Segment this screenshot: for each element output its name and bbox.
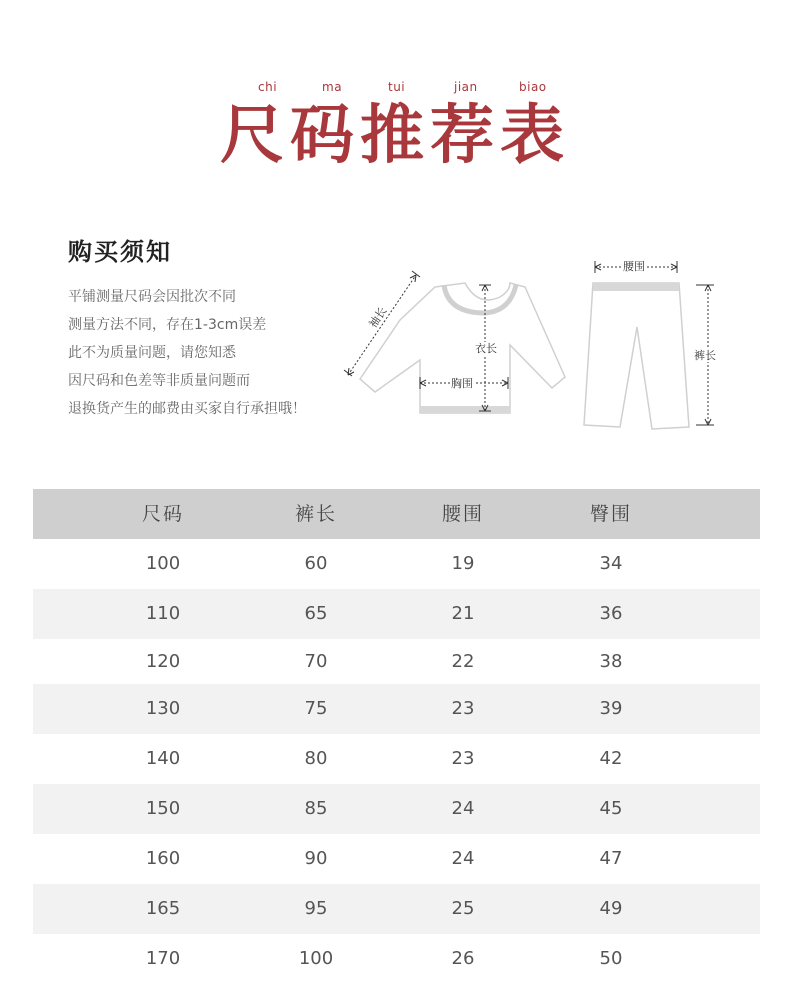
pinyin-biao: biao [519, 80, 547, 94]
pinyin-ma: ma [322, 80, 343, 94]
notice-line: 退换货产生的邮费由买家自行承担哦！ [68, 401, 306, 417]
notice-line: 平铺测量尺码会因批次不同 [68, 289, 236, 305]
notice-line: 测量方法不同，存在1-3cm误差 [68, 317, 267, 333]
cell-pants-length: 90 [304, 848, 328, 869]
cell-waist: 21 [451, 603, 475, 624]
body-length-label: 衣长 [475, 342, 497, 355]
cell-hip: 38 [599, 651, 623, 672]
notice-line: 因尺码和色差等非质量问题而 [68, 373, 250, 389]
cell-waist: 26 [451, 948, 475, 969]
cell-pants-length: 95 [304, 898, 328, 919]
shirt-shape [360, 283, 565, 413]
header-pants-length: 裤长 [294, 503, 337, 525]
cell-pants-length: 70 [304, 651, 328, 672]
cell-pants-length: 75 [304, 698, 328, 719]
table-header [33, 489, 760, 539]
header-hip: 臀围 [589, 503, 632, 525]
pants-shape [584, 283, 689, 429]
table-row [33, 934, 760, 984]
page-title: 尺码推荐表 [220, 99, 570, 173]
cell-hip: 39 [599, 698, 623, 719]
sleeve-length-label: 袖长 [366, 304, 390, 331]
cell-size: 120 [145, 651, 181, 672]
cell-pants-length: 80 [304, 748, 328, 769]
cell-pants-length: 60 [304, 553, 328, 574]
cell-hip: 42 [599, 748, 623, 769]
pinyin-jian: jian [454, 80, 478, 94]
cell-size: 170 [145, 948, 181, 969]
cell-waist: 23 [451, 698, 475, 719]
cell-hip: 47 [599, 848, 623, 869]
cell-hip: 50 [599, 948, 623, 969]
pants-length-label: 裤长 [694, 349, 716, 362]
notice-line: 此不为质量问题，请您知悉 [68, 345, 236, 361]
cell-waist: 19 [451, 553, 475, 574]
cell-size: 165 [145, 898, 181, 919]
pinyin-row [0, 80, 790, 96]
notice-title: 购买须知 [68, 238, 172, 266]
garment-illustration [340, 255, 730, 435]
table-row [33, 884, 760, 934]
table-row [33, 539, 760, 589]
cell-waist: 22 [451, 651, 475, 672]
table-row [33, 589, 760, 639]
pinyin-chi: chi [258, 80, 278, 94]
cell-size: 110 [145, 603, 181, 624]
cell-waist: 23 [451, 748, 475, 769]
cell-pants-length: 100 [298, 948, 334, 969]
cell-size: 160 [145, 848, 181, 869]
cell-size: 150 [145, 798, 181, 819]
notice-text [68, 286, 306, 426]
cell-pants-length: 85 [304, 798, 328, 819]
pinyin-tui: tui [388, 80, 406, 94]
cell-size: 100 [145, 553, 181, 574]
table-row [33, 684, 760, 734]
table-row [33, 734, 760, 784]
header-waist: 腰围 [441, 503, 484, 525]
measurement-diagram [340, 255, 730, 435]
chest-label: 胸围 [451, 377, 473, 390]
pants-waistband [593, 283, 679, 291]
cell-hip: 45 [599, 798, 623, 819]
shirt-hem [420, 406, 510, 413]
cell-hip: 36 [599, 603, 623, 624]
cell-size: 140 [145, 748, 181, 769]
cell-waist: 24 [451, 848, 475, 869]
cell-waist: 25 [451, 898, 475, 919]
cell-hip: 49 [599, 898, 623, 919]
size-table [33, 489, 760, 984]
waist-label: 腰围 [623, 260, 645, 273]
table-row [33, 784, 760, 834]
cell-size: 130 [145, 698, 181, 719]
cell-pants-length: 65 [304, 603, 328, 624]
table-row [33, 639, 760, 684]
table-row [33, 834, 760, 884]
cell-waist: 24 [451, 798, 475, 819]
cell-hip: 34 [599, 553, 623, 574]
header-size: 尺码 [141, 503, 184, 525]
